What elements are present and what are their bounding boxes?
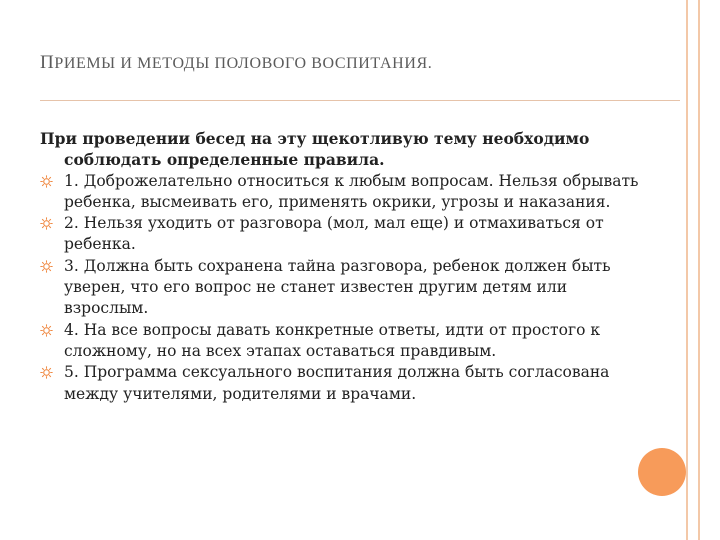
sun-bullet-icon [40,260,53,273]
title-first-letter: П [40,52,55,73]
right-border-line [698,0,700,540]
list-item [40,171,640,214]
title-divider [40,100,680,101]
list-item-text: 2. Нельзя уходить от разговора (мол, мал еще) и отмахиваться от ребенка. [64,214,604,254]
slide-title [40,52,660,74]
list-item-text: 3. Должна быть сохранена тайна разговора, ребенок должен быть уверен, что его вопрос не станет известен другим детям или взрослым. [64,256,611,318]
slide-body [40,128,640,405]
sun-bullet-icon [40,175,53,188]
lead-paragraph: При проведении бесед на эту щекотливую тему необходимо соблюдать определенные правила. [40,129,590,170]
right-border-line [686,0,688,540]
list-item [40,213,640,256]
list-item [40,362,640,405]
list-item [40,320,640,363]
sun-bullet-icon [40,324,53,337]
title-rest: РИЕМЫ И МЕТОДЫ ПОЛОВОГО ВОСПИТАНИЯ. [54,55,433,72]
list-item-text: 1. Доброжелательно относиться к любым вопросам. Нельзя обрывать ребенка, высмеивать его, применять окрики, угрозы и наказания. [64,171,639,211]
rules-list [40,171,640,405]
orange-circle-decoration [638,448,686,496]
sun-bullet-icon [40,217,53,230]
list-item [40,256,640,320]
list-item-text: 5. Программа сексуального воспитания должна быть согласована между учителями, родителями и врачами. [64,363,610,403]
sun-bullet-icon [40,366,53,379]
list-item-text: 4. На все вопросы давать конкретные ответы, идти от простого к сложному, но на всех этапах оставаться правдивым. [64,320,601,360]
